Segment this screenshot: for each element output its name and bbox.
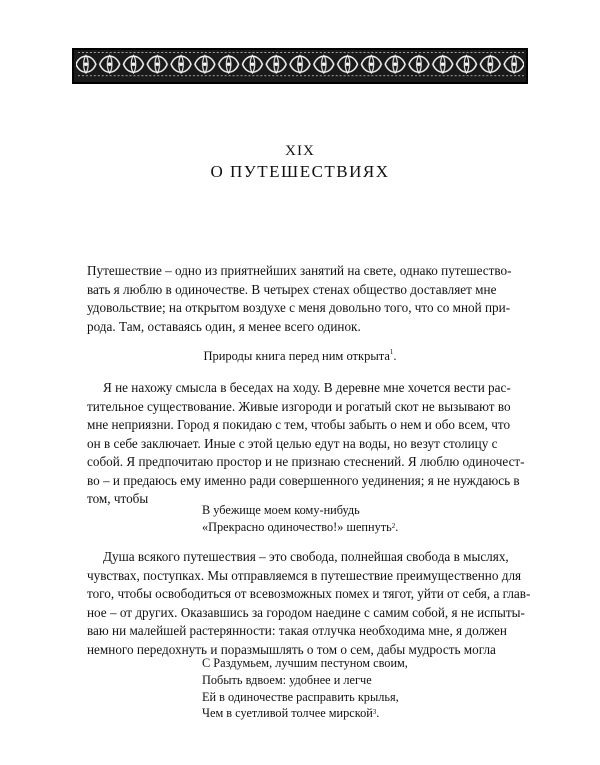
chapter-title: О ПУТЕШЕСТВИЯХ [210, 162, 390, 181]
text-line: тительное существование. Живые изгороди и рогатый скот не вызывают во [87, 398, 511, 414]
footnote-marker: 3 [372, 708, 377, 717]
text-line: немного передохнуть и поразмышлять о том о сем, дабы мудрость могла [87, 641, 496, 657]
text-line: Путешествие – одно из приятнейших занятий на свете, однако путешество- [87, 263, 512, 278]
verse-line: Побыть вдвоем: удобнее и легче [202, 672, 372, 687]
text-line: во – и предаюсь ему именно ради совершенного уединения; я не нуждаюсь в [87, 472, 520, 488]
verse-line: Ей в одиночестве расправить крылья, [202, 689, 399, 704]
text-line: том, чтобы [87, 491, 149, 506]
epigraph-text: Природы книга перед ним открыта [203, 349, 390, 363]
text-line: рода. Там, оставаясь один, я менее всего одинок. [87, 318, 361, 334]
text-line: чувствах, поступках. Мы отправляемся в путешествие преимущественно для [87, 567, 522, 583]
verse-line: С Раздумьем, лучшим пестуном своим, [202, 656, 408, 670]
verse-2 [202, 655, 408, 722]
decorative-header-ornament [72, 48, 528, 84]
footnote-marker: 1 [389, 348, 394, 356]
footnote-marker: 2 [391, 521, 396, 530]
text-line: вать я люблю в одиночестве. В четырех стенах общество доставляет мне [87, 281, 497, 297]
paragraph-3 [87, 548, 531, 659]
text-line: Душа всякого путешествия – это свобода, полнейшая свобода в мыслях, [103, 549, 509, 564]
text-line: ваю ни малейшей растерянности: такая отлучка необходима мне, я должен [87, 623, 507, 638]
text-line: собой. Я предпочитаю простор и не признаю стеснений. Я люблю одиночест- [87, 454, 525, 469]
verse-1 [202, 502, 398, 536]
paragraph-1 [87, 262, 515, 336]
text-line: ное – от других. Оказавшись за городом наедине с самим собой, я не испыты- [87, 604, 525, 620]
paragraph-2 [87, 379, 525, 509]
epigraph-1: Природы книга перед ним открыта$^1$. [203, 348, 397, 363]
verse-line: «Прекрасно одиночество!» шепнуть$^2$. [202, 519, 399, 534]
text-line: мне неприязни. Город я покидаю с тем, чтобы забыть о нем и обо всем, что [87, 417, 511, 432]
verse-line: Чем в суетливой толчее мирской$^3$. [202, 706, 380, 721]
text-line: Я не нахожу смысла в беседах на ходу. В деревне мне хочется вести рас- [103, 380, 511, 395]
verse-line: В убежище моем кому-нибудь [202, 503, 360, 517]
text-line: удовольствие; на открытом воздухе с меня довольно того, что со мной при- [87, 300, 511, 315]
chapter-number: XIX [285, 143, 315, 159]
text-line: того, чтобы освободиться от всевозможных помех и тягот, уйти от себя, а глав- [87, 586, 531, 601]
text-line: он в себе заключает. Иные с этой целью едут на воды, но везут столицу с [87, 435, 498, 451]
